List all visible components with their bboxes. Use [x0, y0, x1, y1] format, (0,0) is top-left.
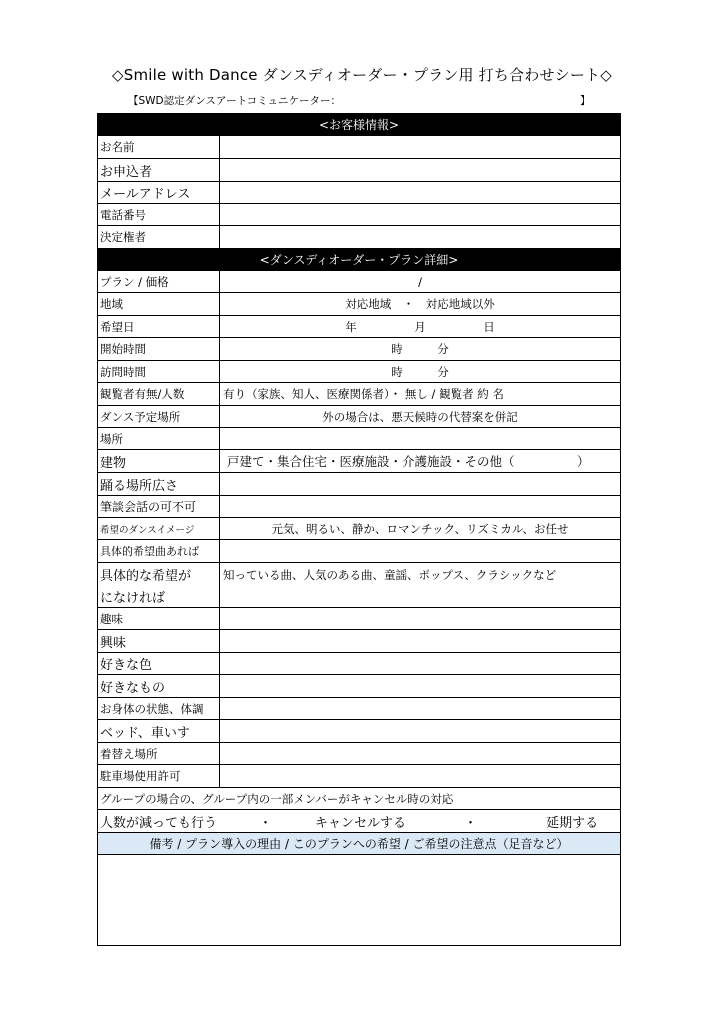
field-label: プラン / 価格 [98, 271, 220, 292]
group-cancel-note: グループの場合の、グループ内の一部メンバーがキャンセル時の対応 [98, 788, 620, 810]
form-row-phone [98, 204, 620, 226]
change-input[interactable] [220, 743, 620, 764]
decision-maker-input[interactable] [220, 226, 620, 248]
viewers-input[interactable]: 有り（家族、知人、医療関係者）・ 無し / 観覧者 約 名 [223, 387, 504, 401]
field-label: 観覧者有無/人数 [98, 383, 220, 405]
color-input[interactable] [220, 653, 620, 674]
name-input[interactable] [220, 136, 620, 158]
form-row-building [98, 450, 620, 473]
dance-image-input[interactable]: 元気、明るい、静か、ロマンチック、リズミカル、お任せ [271, 521, 569, 536]
bed-input[interactable] [220, 720, 620, 742]
applicant-input[interactable] [220, 159, 620, 181]
form-row-thing [98, 675, 620, 698]
form-row-place [98, 428, 620, 450]
communicator-label: 【SWD認定ダンスアートコミュニケーター： [128, 95, 341, 107]
thing-input[interactable] [220, 675, 620, 697]
option-postpone[interactable]: 延期する [546, 815, 599, 831]
field-label-line-1: 具体的な希望が [100, 568, 192, 584]
field-label: 地域 [98, 293, 220, 315]
form-row-start-time [98, 338, 620, 361]
date-input[interactable]: 年 月 日 [345, 319, 495, 334]
option-continue[interactable]: 人数が減っても行う [100, 815, 218, 831]
field-label: お申込者 [98, 159, 220, 181]
page-title: ◇Smile with Dance ダンスディオーダー・プラン用 打ち合わせシート◇ [112, 66, 612, 84]
option-separator: ・ [259, 815, 273, 831]
field-label: 開始時間 [98, 338, 220, 360]
communicator-bracket: 】 [580, 95, 591, 107]
form-row-space [98, 473, 620, 496]
section-header-plan: <ダンスディオーダー・プラン詳細> [98, 249, 620, 271]
form-row-color [98, 653, 620, 675]
form-row-song [98, 540, 620, 563]
option-separator: ・ [464, 815, 478, 831]
field-label: 場所 [98, 428, 220, 449]
form-row-visit-time [98, 361, 620, 383]
field-label: 踊る場所広さ [98, 473, 220, 495]
field-label: お身体の状態、体調 [98, 698, 220, 719]
option-cancel[interactable]: キャンセルする [315, 815, 407, 831]
field-label: お名前 [98, 136, 220, 158]
building-input[interactable]: 戸建て・集合住宅・医療施設・介護施設・その他（ ） [227, 454, 590, 469]
section-header-customer: <お客様情報> [98, 114, 620, 136]
form-table [97, 113, 621, 946]
form-row-change [98, 743, 620, 765]
form-row-bed [98, 720, 620, 743]
field-label: 建物 [98, 450, 220, 472]
form-row-area [98, 293, 620, 316]
field-label: 趣味 [98, 608, 220, 629]
field-label: 決定権者 [98, 226, 220, 248]
form-row-interest [98, 630, 620, 653]
form-row-applicant [98, 159, 620, 182]
visit-time-input[interactable]: 時 分 [391, 364, 449, 379]
email-input[interactable] [220, 182, 620, 203]
field-label: メールアドレス [98, 182, 220, 203]
price-input[interactable]: / [418, 274, 422, 289]
form-row-viewers [98, 383, 620, 406]
form-row-date [98, 316, 620, 338]
field-label: 好きなもの [98, 675, 220, 697]
field-label: 着替え場所 [98, 743, 220, 764]
form-row-dance-image [98, 518, 620, 540]
song-input[interactable] [220, 540, 620, 562]
field-label: 興味 [98, 630, 220, 652]
field-label: 希望のダンスイメージ [98, 518, 220, 539]
field-label: 訪問時間 [98, 361, 220, 382]
field-label: 希望日 [98, 316, 220, 337]
health-input[interactable] [220, 698, 620, 719]
form-row-email [98, 182, 620, 204]
notes-header: 備考 / プラン導入の理由 / このプランへの希望 / ご希望の注意点（足音など） [98, 833, 620, 855]
phone-input[interactable] [220, 204, 620, 225]
field-label: ダンス予定場所 [98, 406, 220, 427]
field-label: ベッド、車いす [98, 720, 220, 742]
area-input[interactable]: 対応地域 ・ 対応地域以外 [345, 297, 495, 311]
form-row-parking [98, 765, 620, 788]
field-label: 電話番号 [98, 204, 220, 225]
no-song-input[interactable]: 知っている曲、人気のある曲、童謡、ポップス、クラシックなど [223, 568, 557, 582]
field-label: 具体的希望曲あれば [98, 540, 220, 562]
form-row-no-song [98, 563, 620, 608]
form-row-name [98, 136, 620, 159]
notes-area[interactable] [98, 855, 620, 945]
space-input[interactable] [220, 473, 620, 495]
hobby-input[interactable] [220, 608, 620, 629]
form-row-decision-maker [98, 226, 620, 249]
interest-input[interactable] [220, 630, 620, 652]
writing-input[interactable] [220, 496, 620, 517]
form-row-writing [98, 496, 620, 518]
field-label: 筆談会話の可不可 [98, 496, 220, 517]
group-cancel-options [98, 810, 620, 833]
place-input[interactable] [220, 428, 620, 449]
field-label: 駐車場使用許可 [98, 765, 220, 787]
form-row-venue [98, 406, 620, 428]
form-row-price [98, 271, 620, 293]
parking-input[interactable] [220, 765, 620, 787]
form-row-health [98, 698, 620, 720]
field-label-line-2: になければ [100, 590, 166, 606]
field-label [98, 563, 220, 607]
form-row-hobby [98, 608, 620, 630]
venue-input[interactable]: 外の場合は、悪天候時の代替案を併記 [322, 409, 518, 424]
start-time-input[interactable]: 時 分 [391, 342, 449, 356]
field-label: 好きな色 [98, 653, 220, 674]
